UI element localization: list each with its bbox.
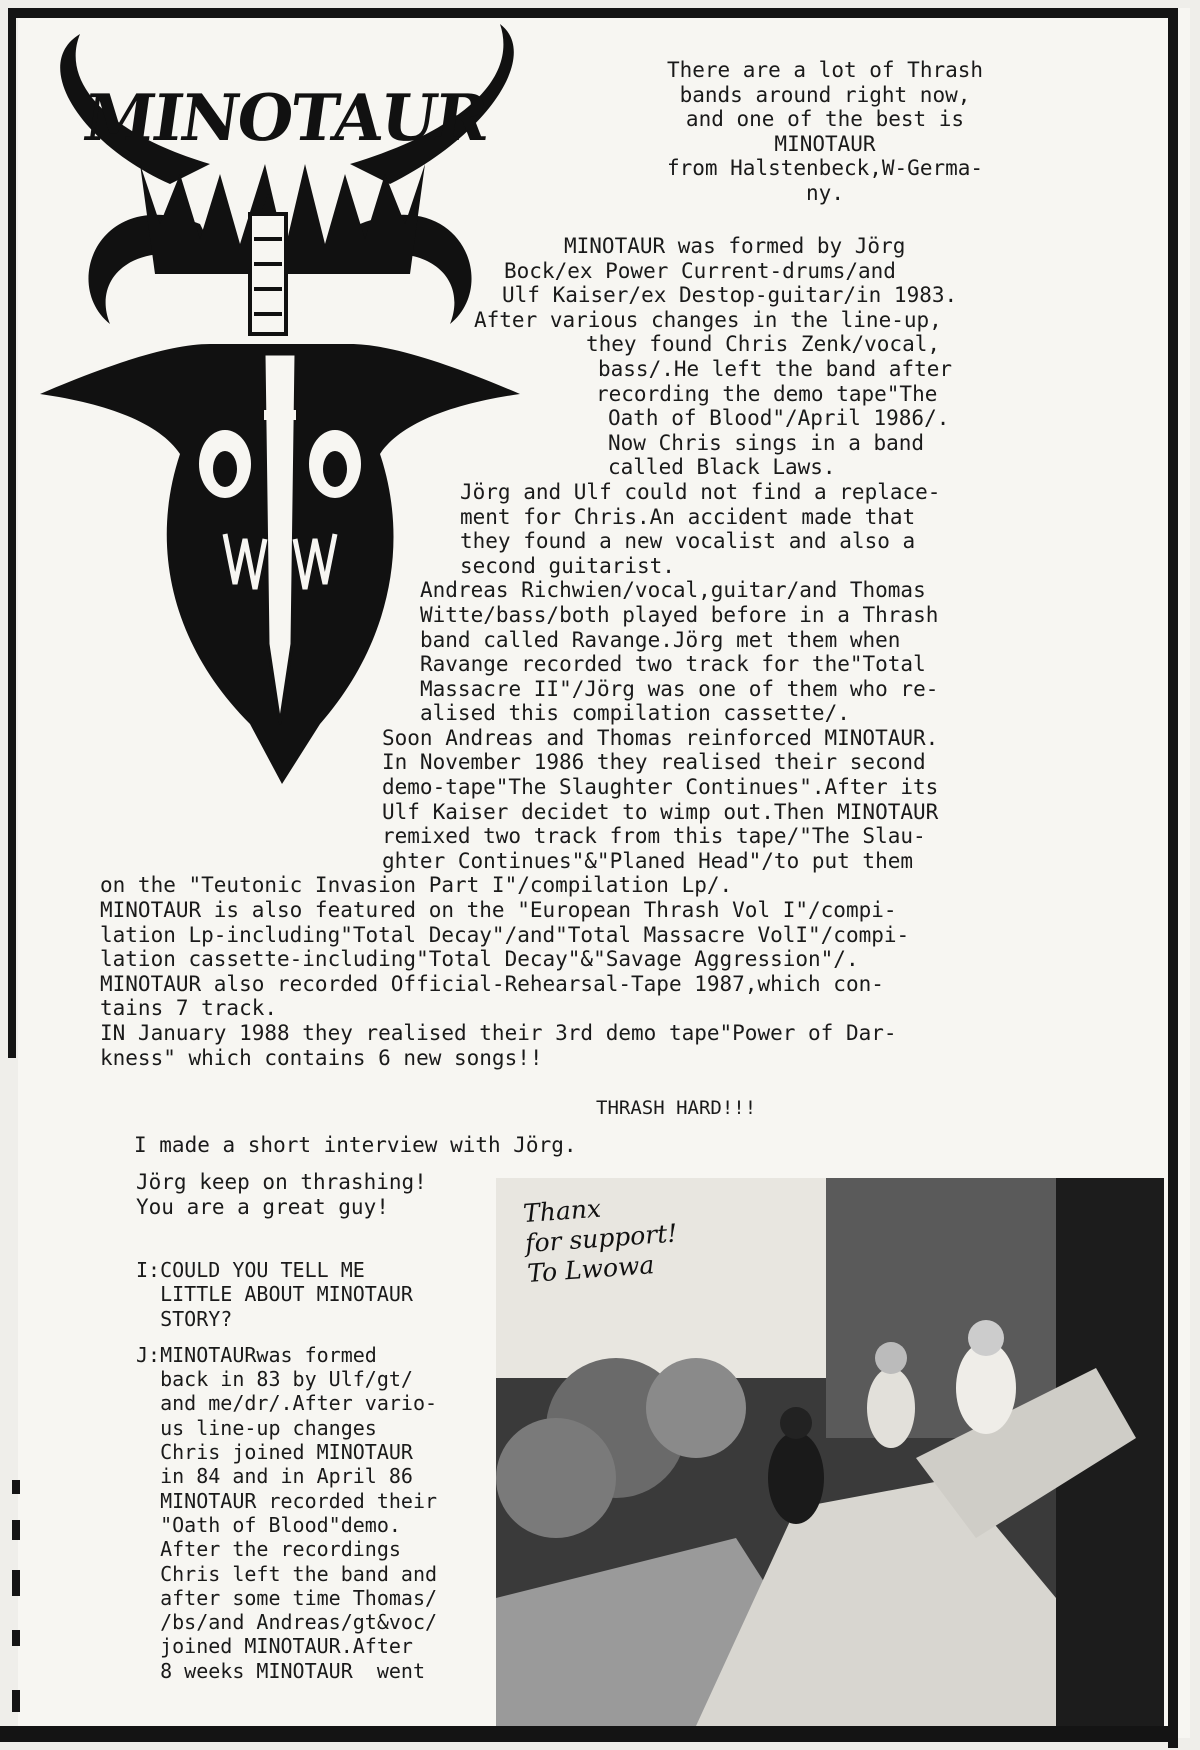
answer-line: back in 83 by Ulf/gt/	[136, 1367, 413, 1392]
question-line: STORY?	[136, 1306, 233, 1331]
text-line: Bock/ex Power Current-drums/and	[504, 258, 896, 283]
page-border-top	[8, 8, 1178, 18]
text-line: on the "Teutonic Invasion Part I"/compilation Lp/.	[100, 873, 733, 898]
text-line: band called Ravange.Jörg met them when	[420, 627, 901, 652]
page-border-right	[1168, 8, 1178, 1748]
answer-line: After the recordings	[136, 1537, 401, 1562]
intro-paragraph	[590, 58, 1060, 206]
text-line: lation cassette-including"Total Decay"&"Savage Aggression"/.	[100, 947, 859, 972]
text-line: MINOTAUR is also featured on the "European Thrash Vol I"/compi-	[100, 898, 897, 923]
text-line: You are a great guy!	[136, 1194, 389, 1219]
article-body	[90, 234, 1070, 1070]
question-line: LITTLE ABOUT MINOTAUR	[136, 1282, 413, 1307]
greeting	[136, 1170, 427, 1219]
text-line: tains 7 track.	[100, 996, 278, 1021]
text-line: IN January 1988 they realised their 3rd demo tape"Power of Dar-	[100, 1021, 897, 1045]
handwriting-line: To Lwowa	[526, 1250, 656, 1288]
signoff: THRASH HARD!!!	[596, 1097, 757, 1119]
text-line: MINOTAUR was formed by Jörg	[564, 234, 906, 258]
text-line: MINOTAUR also recorded Official-Rehearsal-Tape 1987,which con-	[100, 971, 884, 996]
answer-line: "Oath of Blood"demo.	[136, 1512, 401, 1537]
answer-line: us line-up changes	[136, 1415, 377, 1440]
text-line: There are a lot of Thrash	[666, 58, 984, 82]
text-line: lation Lp-including"Total Decay"/and"Total Massacre VolI"/compi-	[100, 922, 910, 947]
interview-qa	[136, 1258, 437, 1683]
text-line: Now Chris sings in a band	[608, 430, 925, 455]
text-line: they found a new vocalist and also a	[460, 529, 916, 554]
text-line: bands around right now,	[679, 82, 971, 107]
interview-intro: I made a short interview with Jörg.	[134, 1133, 577, 1157]
text-line: from Halstenbeck,W-Germa-	[666, 156, 984, 181]
text-line: Witte/bass/both played before in a Thrash	[420, 602, 939, 627]
handwriting-line: Thanx	[522, 1193, 602, 1229]
page-border-left	[8, 8, 16, 1058]
text-line: Andreas Richwien/vocal,guitar/and Thomas	[420, 578, 926, 603]
handwriting-line: for support!	[524, 1218, 679, 1259]
text-line: second guitarist.	[460, 553, 675, 578]
answer-line: in 84 and in April 86	[136, 1464, 413, 1489]
text-line: ny.	[806, 180, 844, 205]
answer-line: J:MINOTAURwas formed	[136, 1342, 377, 1367]
answer-line: MINOTAUR recorded their	[136, 1488, 438, 1513]
binding-marks	[12, 1480, 22, 1720]
text-line: Ulf Kaiser decidet to wimp out.Then MINOTAUR	[382, 799, 939, 824]
text-line: Oath of Blood"/April 1986/.	[608, 406, 950, 431]
text-line: MINOTAUR	[774, 131, 876, 156]
answer-line: Chris left the band and	[136, 1561, 438, 1586]
answer-line: Chris joined MINOTAUR	[136, 1440, 413, 1465]
band-logo-text: MINOTAUR	[78, 81, 492, 156]
text-line: demo-tape"The Slaughter Continues".After its	[382, 775, 939, 800]
answer-line: after some time Thomas/	[136, 1585, 438, 1610]
answer-line: 8 weeks MINOTAUR went	[136, 1658, 425, 1683]
text-line: ment for Chris.An accident made that	[460, 504, 916, 529]
text-line: Jörg keep on thrashing!	[136, 1170, 427, 1194]
text-line: After various changes in the line-up,	[474, 307, 942, 332]
handwritten-dedication	[522, 1181, 788, 1289]
text-line: ghter Continues"&"Planed Head"/to put them	[382, 848, 914, 873]
text-line: alised this compilation cassette/.	[420, 701, 850, 726]
text-line: Soon Andreas and Thomas reinforced MINOTAUR.	[382, 725, 939, 750]
text-line: recording the demo tape"The	[596, 381, 938, 406]
text-line: and one of the best is	[685, 107, 965, 132]
answer-line: /bs/and Andreas/gt&voc/	[136, 1610, 438, 1635]
text-line: Massacre II"/Jörg was one of them who re-	[420, 676, 939, 701]
text-line: called Black Laws.	[608, 455, 836, 480]
text-line: they found Chris Zenk/vocal,	[586, 332, 941, 357]
text-line: remixed two track from this tape/"The Slau-	[382, 824, 926, 849]
text-line: Ulf Kaiser/ex Destop-guitar/in 1983.	[502, 283, 958, 308]
page-border-bottom	[0, 1726, 1178, 1742]
answer-line: joined MINOTAUR.After	[136, 1634, 413, 1659]
text-line: bass/.He left the band after	[598, 356, 953, 381]
question-line: I:COULD YOU TELL ME	[136, 1258, 365, 1282]
text-line: In November 1986 they realised their second	[382, 750, 926, 775]
text-line: Jörg and Ulf could not find a replace-	[460, 479, 941, 504]
text-line: kness" which contains 6 new songs!!	[100, 1045, 543, 1070]
text-line: Ravange recorded two track for the"Total	[420, 652, 926, 677]
answer-line: and me/dr/.After vario-	[136, 1391, 438, 1416]
